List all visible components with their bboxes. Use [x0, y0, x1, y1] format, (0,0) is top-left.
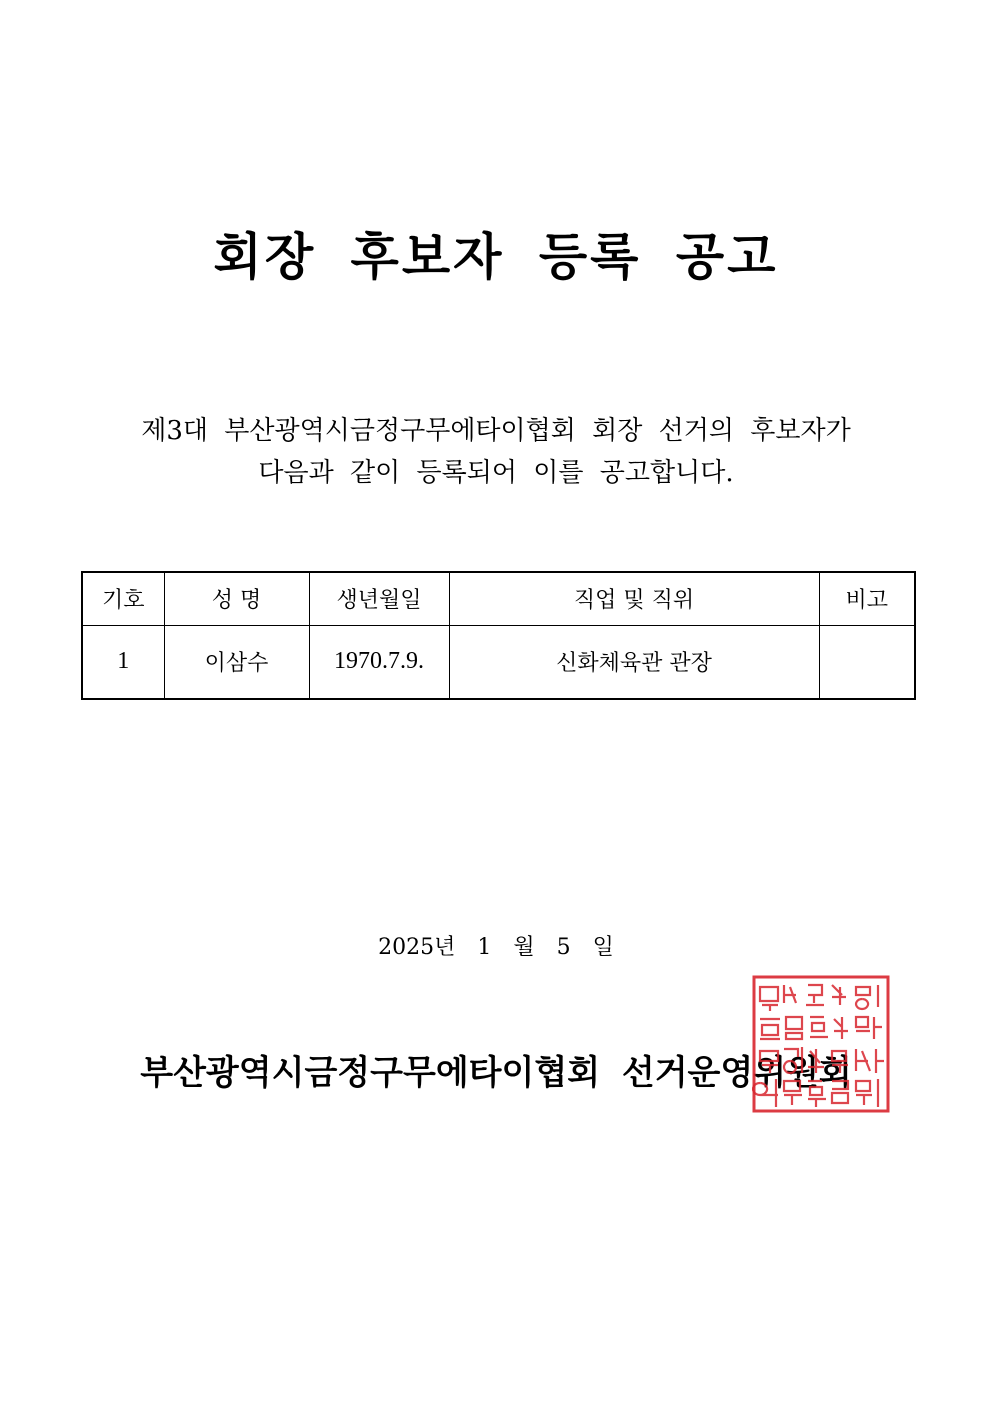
table-row [82, 625, 915, 699]
date-day-number: 5 [556, 935, 571, 960]
date-day-label: 일 [592, 935, 614, 960]
date-month-label: 월 [513, 935, 535, 960]
header-name: 성 명 [164, 572, 309, 625]
cell-note [819, 625, 915, 699]
date-year: 2025년 [378, 935, 456, 960]
table-header-row [82, 572, 915, 625]
cell-number: 1 [82, 625, 164, 699]
intro-line-2: 다음과 같이 등록되어 이를 공고합니다. [258, 458, 734, 488]
organization-name: 부산광역시금정구무에타이협회 선거운영위원회 [140, 1053, 852, 1093]
header-number: 기호 [82, 572, 164, 625]
announcement-date [0, 930, 992, 966]
cell-birth: 1970.7.9. [309, 625, 449, 699]
document-title: 회장 후보자 등록 공고 [213, 227, 779, 286]
header-note: 비고 [819, 572, 915, 625]
date-month-number: 1 [477, 935, 492, 960]
header-birth: 생년월일 [309, 572, 449, 625]
intro-paragraph [0, 410, 992, 494]
cell-name: 이삼수 [164, 625, 309, 699]
official-seal-stamp [752, 975, 890, 1113]
intro-line-1: 제3대 부산광역시금정구무에타이협회 회장 선거의 후보자가 [141, 416, 851, 446]
header-job: 직업 및 직위 [449, 572, 819, 625]
candidate-table [81, 571, 916, 700]
cell-job: 신화체육관 관장 [449, 625, 819, 699]
